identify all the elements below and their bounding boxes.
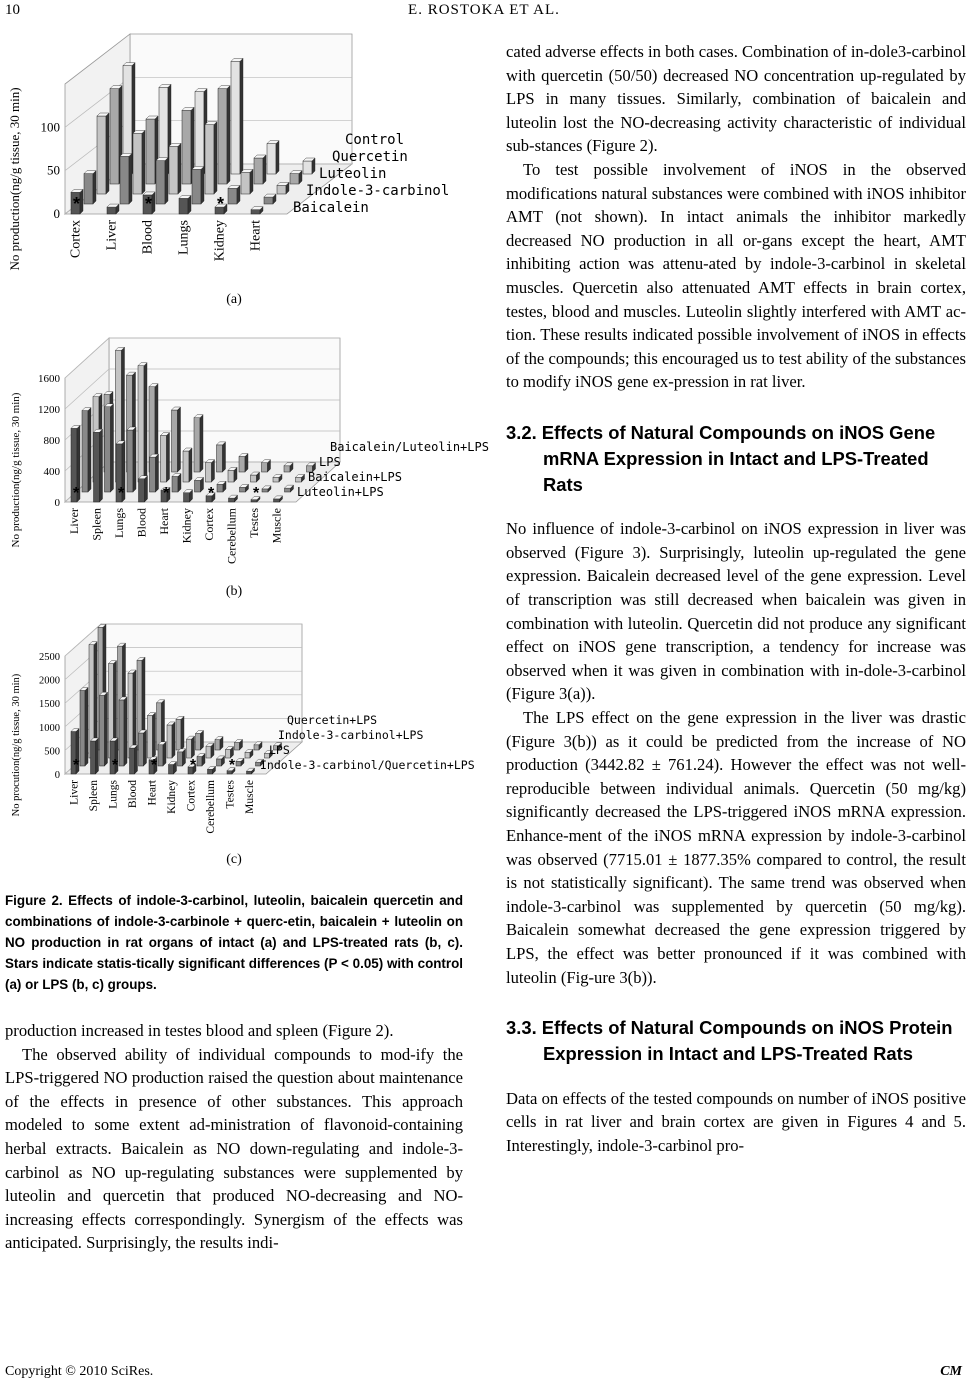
bar-side bbox=[135, 745, 138, 774]
right-paragraph-4: The LPS effect on the gene expression in the liver was drastic (Figure 3(b)) as it could be predicted from the increase of NO production (3442.82 ± 761.24). However the effect was not well-reproducible between individual animals. Quercetin (50 mg/kg) significantly decreased the LPS-triggered iNOS mRNA expression. Enhance-ment of the iNOS mRNA expression by indole-3-carbinol was observed (7715.01 ± 1877.35% compared to control, the result is not statistically significant). The same trend was observed when indole-3-carbinol was supplemented by quercetin (50 mg/kg). Baicalein somewhat decreased the gene expression triggered by LPS, the effect was better pronounced if it was combined with luteolin (Fig-ure 3(b)). bbox=[506, 708, 966, 987]
significance-star: * bbox=[112, 757, 119, 774]
significance-star: * bbox=[163, 485, 170, 502]
bar-side bbox=[276, 141, 279, 174]
bar-front bbox=[148, 716, 153, 758]
bar-front bbox=[240, 487, 246, 492]
category-label: Spleen bbox=[88, 780, 100, 812]
bar-side bbox=[167, 433, 170, 483]
bar bbox=[206, 743, 214, 758]
bar-front bbox=[197, 757, 202, 766]
bar-front bbox=[217, 759, 222, 766]
left-paragraph-2: The observed ability of individual compounds to mod-ify the LPS-triggered NO production raised the question about maintenance of the effects in presence of other substances. This approach modeled to some extent ad-ministration of flavonoid-containing herbal extracts. Baicalein as NO down-regulating and indole-3-carbinol as NO up-regulating substances were supplemented by luteolin and quercetin that produced NO-decreasing and NO-increasing effects correspondingly. Synergism of the effects was anticipated. Surprisingly, the results indi- bbox=[5, 1044, 463, 1253]
bar-front bbox=[182, 110, 191, 184]
category-label: Testes bbox=[224, 780, 237, 809]
bar-front bbox=[218, 89, 227, 184]
bar bbox=[107, 204, 119, 214]
bar-front bbox=[206, 463, 212, 482]
category-label: Cortex bbox=[202, 508, 216, 541]
bar bbox=[100, 692, 108, 766]
bar bbox=[205, 122, 217, 194]
bar-front bbox=[158, 745, 163, 766]
bar-side bbox=[178, 407, 181, 472]
bar-side bbox=[178, 143, 181, 194]
bar-front bbox=[241, 172, 250, 194]
bar bbox=[264, 194, 276, 204]
footer-copyright: Copyright © 2010 SciRes. bbox=[5, 1364, 154, 1379]
bar-front bbox=[274, 499, 280, 502]
bar bbox=[169, 762, 177, 774]
bar bbox=[172, 474, 181, 493]
y-tick-label: 1500 bbox=[39, 699, 60, 711]
bar-side bbox=[192, 736, 195, 758]
series-label: Baicalein+LPS bbox=[308, 470, 402, 484]
bar-side bbox=[80, 189, 83, 214]
y-tick-label: 2000 bbox=[39, 675, 60, 687]
bar-front bbox=[245, 752, 250, 758]
bar-front bbox=[139, 733, 144, 766]
bar-front bbox=[228, 188, 237, 204]
category-label: Lungs bbox=[112, 508, 126, 538]
bar-side bbox=[156, 454, 159, 492]
bar bbox=[251, 207, 263, 214]
bar-front bbox=[251, 475, 257, 482]
significance-star: * bbox=[73, 757, 80, 774]
bar-side bbox=[152, 192, 155, 214]
bar bbox=[228, 467, 237, 482]
bar bbox=[158, 742, 166, 766]
bar-side bbox=[100, 429, 103, 502]
bar bbox=[303, 158, 315, 174]
bar-front bbox=[229, 498, 235, 502]
series-label: Indole-3-carbinol/Quercetin+LPS bbox=[260, 758, 475, 772]
bar bbox=[217, 481, 226, 492]
bar-front bbox=[254, 745, 259, 750]
bar bbox=[184, 490, 193, 502]
bar-side bbox=[142, 130, 145, 194]
bar-front bbox=[196, 733, 201, 750]
bar-front bbox=[206, 746, 211, 758]
bar bbox=[192, 166, 204, 204]
bar bbox=[150, 454, 159, 492]
bar-front bbox=[133, 133, 142, 194]
bar-side bbox=[163, 742, 166, 766]
significance-star: * bbox=[151, 757, 158, 774]
bar-front bbox=[179, 198, 188, 214]
significance-star: * bbox=[217, 194, 225, 214]
chart-b bbox=[5, 322, 489, 584]
series-label: LPS bbox=[269, 743, 290, 757]
category-label: Kidney bbox=[212, 220, 228, 262]
category-label: Cortex bbox=[185, 780, 198, 812]
bar-side bbox=[133, 427, 136, 492]
bar-front bbox=[130, 748, 135, 774]
y-tick-label: 500 bbox=[44, 746, 60, 758]
category-label: Liver bbox=[68, 780, 81, 805]
bar-side bbox=[129, 153, 132, 204]
bar-front bbox=[94, 432, 100, 502]
bar bbox=[178, 749, 186, 766]
bar-front bbox=[284, 466, 290, 472]
bar-side bbox=[165, 158, 168, 204]
y-tick-label: 100 bbox=[40, 119, 60, 135]
bar bbox=[217, 442, 226, 472]
bar-front bbox=[80, 690, 85, 766]
bar-front bbox=[183, 451, 189, 482]
bar bbox=[239, 454, 248, 473]
bar-side bbox=[88, 408, 91, 492]
bar-side bbox=[85, 687, 88, 766]
bar-front bbox=[91, 741, 96, 774]
figure-caption: Figure 2. Effects of indole-3-carbinol, luteolin, baicalein quercetin and combinations of indole-3-carbinole + querc-etin, baicalein + luteolin on NO production in rat organs of intact (a) and LPS-treated rats (b, c). Stars indicate statis-tically significant differences (P < 0.05) with control (a) or LPS (b, c) groups. bbox=[5, 893, 463, 992]
chart-a bbox=[5, 30, 463, 292]
bar bbox=[228, 185, 240, 204]
bar-side bbox=[93, 171, 96, 204]
series-label: Luteolin+LPS bbox=[297, 485, 384, 499]
bar-front bbox=[82, 411, 88, 492]
bar bbox=[196, 730, 204, 750]
bar-front bbox=[273, 477, 279, 482]
footer-journal: CM bbox=[940, 1364, 962, 1379]
bar-front bbox=[195, 92, 204, 174]
figure-panel-a bbox=[5, 30, 463, 308]
bar bbox=[218, 86, 230, 184]
bar-side bbox=[153, 713, 156, 758]
y-tick-label: 50 bbox=[47, 162, 60, 178]
chart-body bbox=[7, 34, 449, 271]
bar-front bbox=[254, 158, 263, 184]
category-label: Muscle bbox=[269, 508, 284, 544]
category-label: Spleen bbox=[89, 508, 104, 541]
category-label: Blood bbox=[127, 780, 139, 809]
category-label: Lungs bbox=[107, 780, 120, 809]
series-label: Baicalein/Luteolin+LPS bbox=[330, 440, 489, 454]
bar-front bbox=[217, 484, 223, 492]
bar-front bbox=[251, 210, 260, 214]
series-label: Baicalein bbox=[293, 200, 369, 216]
right-column bbox=[506, 40, 966, 1158]
bar-front bbox=[231, 61, 240, 174]
bar-side bbox=[144, 730, 147, 766]
bar bbox=[127, 427, 136, 492]
category-label: Testes bbox=[247, 508, 261, 538]
category-label: Cerebellum bbox=[224, 508, 239, 564]
category-label: Blood bbox=[134, 508, 149, 538]
bar-front bbox=[194, 418, 200, 472]
significance-star: * bbox=[145, 194, 153, 214]
category-label: Cerebellum bbox=[205, 780, 217, 834]
bar-front bbox=[228, 470, 234, 482]
bar-front bbox=[267, 144, 276, 174]
bar-front bbox=[120, 156, 129, 204]
section-heading-3-3: 3.3. Effects of Natural Compounds on iNOS Protein Expression in Intact and LPS-Treated Rats bbox=[506, 1017, 953, 1064]
bar-side bbox=[111, 404, 114, 492]
bar bbox=[167, 722, 175, 758]
series-label: Quercetin bbox=[332, 149, 408, 165]
bar-side bbox=[145, 476, 148, 502]
figure-panel-c bbox=[5, 614, 475, 868]
y-tick-label: 1200 bbox=[38, 404, 60, 416]
significance-star: * bbox=[253, 485, 260, 502]
category-label: Lungs bbox=[176, 220, 192, 255]
bar-front bbox=[176, 719, 181, 750]
bar-front bbox=[303, 161, 312, 174]
category-label: Kidney bbox=[166, 780, 178, 814]
bar-front bbox=[236, 761, 241, 766]
bar bbox=[130, 745, 138, 774]
bar-front bbox=[195, 480, 201, 492]
bar-side bbox=[201, 730, 204, 750]
bar-side bbox=[189, 448, 192, 482]
bar-front bbox=[169, 146, 178, 194]
bar bbox=[231, 58, 243, 174]
category-label: Kidney bbox=[179, 508, 194, 544]
series-label: Indole-3-carbinol+LPS bbox=[278, 728, 424, 742]
bar bbox=[176, 716, 184, 750]
bar bbox=[105, 404, 114, 492]
series-label: Luteolin bbox=[319, 166, 387, 182]
y-tick-label: 0 bbox=[54, 770, 60, 781]
bar bbox=[215, 737, 223, 750]
bar bbox=[183, 448, 192, 482]
bar bbox=[94, 429, 103, 502]
series-label: LPS bbox=[319, 455, 341, 469]
series-label: Quercetin+LPS bbox=[287, 713, 378, 727]
bar bbox=[241, 169, 253, 194]
bar-front bbox=[172, 410, 178, 472]
bar bbox=[195, 477, 204, 492]
bar bbox=[206, 460, 215, 482]
bar-front bbox=[119, 700, 124, 766]
bar bbox=[119, 697, 127, 766]
y-tick-label: 800 bbox=[43, 435, 60, 447]
bar bbox=[120, 153, 132, 204]
bar bbox=[97, 113, 109, 194]
significance-star: * bbox=[118, 485, 125, 502]
bar bbox=[172, 407, 181, 472]
y-tick-label: 0 bbox=[54, 497, 60, 509]
bar bbox=[169, 143, 181, 194]
bar-side bbox=[223, 442, 226, 472]
bar-side bbox=[212, 460, 215, 482]
right-paragraph-5: Data on effects of the tested compounds on number of iNOS positive cells in rat liver and brain cortex are given in Figures 4 and 5. Interestingly, indole-3-carbinol pro- bbox=[506, 1088, 966, 1155]
chart-body bbox=[11, 624, 475, 834]
bar-front bbox=[84, 174, 93, 204]
running-title: E. ROSTOKA ET AL. bbox=[408, 2, 560, 18]
y-tick-label: 0 bbox=[53, 206, 60, 221]
bar bbox=[128, 670, 136, 758]
series-label: Control bbox=[345, 132, 405, 148]
bar-side bbox=[250, 169, 253, 194]
panel-label-c: (c) bbox=[226, 852, 242, 867]
bar bbox=[179, 195, 191, 214]
bar-front bbox=[290, 174, 299, 184]
bar-side bbox=[96, 738, 99, 774]
bar-front bbox=[217, 445, 223, 472]
bar bbox=[80, 687, 88, 766]
bar bbox=[84, 171, 96, 204]
bar-front bbox=[178, 752, 183, 766]
bar-side bbox=[263, 155, 266, 184]
bar bbox=[82, 408, 91, 492]
category-label: Blood bbox=[140, 220, 156, 255]
chart-body bbox=[10, 338, 489, 564]
bar bbox=[161, 433, 170, 483]
bar bbox=[139, 730, 147, 766]
bar-front bbox=[264, 197, 273, 204]
bar-front bbox=[127, 430, 133, 492]
bar bbox=[277, 182, 289, 194]
right-paragraph-1: cated adverse effects in both cases. Combination of in-dole3-carbinol with quercetin (50/50) decreased NO concentration up-regulated by LPS in many tissues. Similarly, combination of baicalein and luteolin lost the NO-decreasing activity characteristic of individual sub-stances (Figure 2). bbox=[506, 42, 967, 156]
bar-front bbox=[247, 771, 252, 774]
left-column bbox=[5, 30, 489, 1255]
bar-front bbox=[235, 742, 240, 750]
bar bbox=[235, 739, 243, 750]
bar-side bbox=[201, 166, 204, 204]
bar-side bbox=[214, 122, 217, 194]
bar-front bbox=[239, 457, 245, 473]
bar-front bbox=[156, 161, 165, 204]
bar bbox=[187, 736, 195, 758]
bar-front bbox=[172, 477, 178, 493]
series-label: Indole-3-carbinol bbox=[306, 183, 450, 199]
bar bbox=[262, 460, 271, 472]
bar bbox=[133, 130, 145, 194]
y-tick-label: 1000 bbox=[39, 722, 60, 734]
panel-label-a: (a) bbox=[226, 292, 242, 307]
category-label: Heart bbox=[248, 220, 264, 252]
chart-c bbox=[5, 614, 475, 852]
significance-star: * bbox=[208, 485, 215, 502]
bar bbox=[284, 463, 293, 472]
y-tick-label: 1600 bbox=[38, 373, 60, 385]
bar-side bbox=[200, 415, 203, 472]
bar-front bbox=[150, 457, 156, 492]
category-label: Liver bbox=[67, 508, 81, 534]
bar-front bbox=[161, 436, 167, 483]
y-axis-label: No production(ng/g tissue, 30 min) bbox=[7, 87, 22, 271]
right-paragraph-2: To test possible involvement of iNOS in the observed modifications natural substances were combined with iNOS inhibitor AMT (not shown). In intact animals the inhibitor markedly decreased NO production in all or-gans except the heart, AMT inhibiting action was attenu-ated by indole-3-carbinol in skeletal muscles. Quercetin also attenuated AMT effects in brain cortex, testes, blood and muscles. Luteolin slightly interfered with AMT ac-tion. These results indicated possible involvement of iNOS in effects of the compounds; this encouraged us to test ability of the substances to modify iNOS gene ex-pression in rat liver. bbox=[506, 159, 966, 392]
left-paragraph-1: production increased in testes blood and spleen (Figure 2). bbox=[5, 1021, 394, 1040]
bar-front bbox=[205, 125, 214, 194]
bar-front bbox=[100, 695, 105, 766]
bar-side bbox=[105, 692, 108, 766]
bar-side bbox=[133, 670, 136, 758]
page-number: 10 bbox=[5, 2, 20, 18]
category-label: Heart bbox=[157, 508, 171, 535]
bar bbox=[194, 415, 203, 472]
bar bbox=[251, 472, 260, 482]
bar-front bbox=[146, 119, 155, 184]
y-tick-label: 400 bbox=[43, 466, 60, 478]
y-axis-label: No procution(ng/g tissue, 30 min) bbox=[11, 673, 22, 817]
bar-front bbox=[215, 740, 220, 750]
bar bbox=[156, 158, 168, 204]
category-label: Liver bbox=[104, 220, 120, 251]
category-label: Heart bbox=[146, 780, 159, 806]
bar-front bbox=[262, 489, 268, 492]
section-heading-3-2: 3.2. Effects of Natural Compounds on iNOS Gene mRNA Expression in Intact and LPS-Treated Rats bbox=[506, 421, 936, 495]
bar-front bbox=[105, 407, 111, 492]
significance-star: * bbox=[73, 485, 80, 502]
bar bbox=[267, 141, 279, 174]
bar-front bbox=[184, 493, 190, 502]
bar-front bbox=[192, 169, 201, 204]
bar-front bbox=[97, 116, 106, 194]
significance-star: * bbox=[229, 757, 236, 774]
bar-front bbox=[285, 488, 291, 492]
bar-side bbox=[181, 716, 184, 750]
bar-front bbox=[277, 185, 286, 194]
bar bbox=[197, 754, 205, 766]
bar-front bbox=[110, 89, 119, 184]
bar bbox=[290, 171, 302, 184]
bar-side bbox=[172, 722, 175, 758]
figure-panel-b bbox=[5, 322, 489, 600]
bar bbox=[138, 363, 147, 482]
y-axis-label: No production(ng/g tissue, 30 min) bbox=[10, 392, 22, 548]
bar-front bbox=[169, 765, 174, 774]
bar-side bbox=[240, 58, 243, 174]
bar bbox=[91, 738, 99, 774]
bar-front bbox=[296, 477, 302, 482]
bar bbox=[139, 476, 148, 502]
bar-front bbox=[107, 207, 116, 214]
bar-front bbox=[262, 463, 268, 472]
bar bbox=[254, 155, 266, 184]
y-tick-label: 2500 bbox=[39, 652, 60, 663]
category-label: Muscle bbox=[244, 780, 256, 814]
bar-side bbox=[227, 86, 230, 184]
bar-front bbox=[139, 479, 145, 502]
category-label: Cortex bbox=[68, 220, 84, 259]
right-paragraph-3: No influence of indole-3-carbinol on iNOS expression in liver was observed (Figure 3). Surprisingly, luteolin up-regulated the gene expression. Baicalein decreased level of the gene expression. Level of transcription was still decreased when baicalein was given in combination with luteolin. Quercetin did not produce any significant effect on iNOS gene transcription, a tendency for increase was observed when it was given in combination with in-dole-3-carbinol (Figure 3(a)). bbox=[506, 519, 966, 704]
significance-star: * bbox=[190, 757, 197, 774]
bar-front bbox=[187, 739, 192, 758]
bar-side bbox=[144, 363, 147, 482]
bar-front bbox=[208, 769, 213, 774]
bar bbox=[148, 713, 156, 758]
significance-star: * bbox=[73, 194, 81, 214]
bar-front bbox=[138, 366, 144, 482]
bar-front bbox=[167, 725, 172, 758]
panel-label-b: (b) bbox=[225, 584, 243, 599]
bar-side bbox=[106, 113, 109, 194]
bar-side bbox=[124, 697, 127, 766]
